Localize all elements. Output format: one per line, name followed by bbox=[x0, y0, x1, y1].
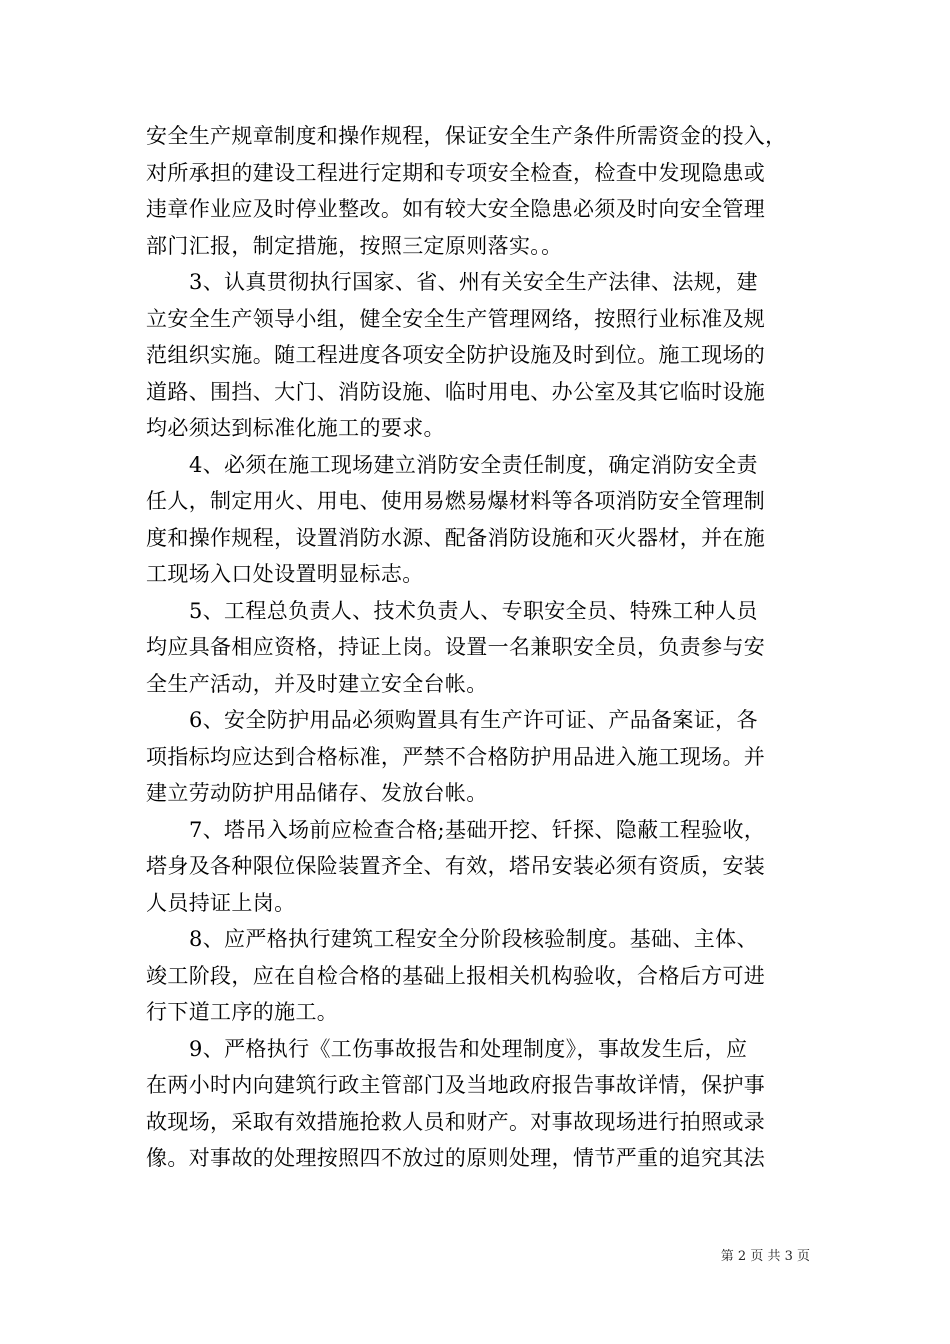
text-line: 部门汇报，制定措施，按照三定原则落实。。 bbox=[146, 233, 563, 258]
text-line: 建立劳动防护用品储存、发放台帐。 bbox=[146, 781, 488, 805]
text-line: 4、必须在施工现场建立消防安全责任制度，确定消防安全责 bbox=[189, 452, 758, 477]
text-line: 工现场入口处设置明显标志。 bbox=[146, 562, 424, 586]
text-line: 项指标均应达到合格标准，严禁不合格防护用品进入施工现场。并 bbox=[146, 744, 766, 769]
document-body bbox=[146, 118, 812, 1177]
text-line: 立安全生产领导小组，健全安全生产管理网络，按照行业标准及规 bbox=[146, 306, 766, 331]
text-line: 范组织实施。随工程进度各项安全防护设施及时到位。施工现场的 bbox=[146, 343, 766, 367]
text-line: 在两小时内向建筑行政主管部门及当地政府报告事故详情，保护事 bbox=[146, 1073, 766, 1097]
text-line: 5、工程总负责人、技术负责人、专职安全员、特殊工种人员 bbox=[189, 598, 758, 623]
text-line: 8、应严格执行建筑工程安全分阶段核验制度。基础、主体、 bbox=[189, 927, 758, 951]
text-line: 任人，制定用火、用电、使用易燃易爆材料等各项消防安全管理制 bbox=[146, 489, 766, 513]
text-line: 3、认真贯彻执行国家、省、州有关安全生产法律、法规，建 bbox=[189, 270, 758, 294]
text-line: 6、安全防护用品必须购置具有生产许可证、产品备案证，各 bbox=[189, 708, 758, 732]
text-line: 对所承担的建设工程进行定期和专项安全检查，检查中发现隐患或 bbox=[146, 160, 766, 185]
text-line: 度和操作规程，设置消防水源、配备消防设施和灭火器材，并在施 bbox=[146, 525, 766, 550]
text-line: 7、塔吊入场前应检查合格;基础开挖、钎探、隐蔽工程验收， bbox=[189, 817, 766, 842]
text-line: 9、严格执行《工伤事故报告和处理制度》，事故发生后，应 bbox=[189, 1036, 748, 1061]
text-line: 安全生产规章制度和操作规程，保证安全生产条件所需资金的投入， bbox=[146, 124, 787, 148]
text-line: 塔身及各种限位保险装置齐全、有效，塔吊安装必须有资质，安装 bbox=[146, 854, 766, 878]
text-line: 全生产活动，并及时建立安全台帐。 bbox=[146, 671, 488, 696]
page-number: 第 2 页 共 3 页 bbox=[720, 1249, 810, 1264]
text-line: 行下道工序的施工。 bbox=[146, 1000, 339, 1024]
text-line: 像。对事故的处理按照四不放过的原则处理，情节严重的追究其法 bbox=[146, 1146, 766, 1170]
text-line: 违章作业应及时停业整改。如有较大安全隐患必须及时向安全管理 bbox=[146, 197, 766, 221]
text-line: 均必须达到标准化施工的要求。 bbox=[146, 416, 445, 440]
text-line: 道路、围挡、大门、消防设施、临时用电、办公室及其它临时设施 bbox=[146, 379, 766, 404]
text-line: 均应具备相应资格，持证上岗。设置一名兼职安全员，负责参与安 bbox=[146, 635, 766, 659]
text-line: 人员持证上岗。 bbox=[146, 890, 296, 915]
text-line: 竣工阶段，应在自检合格的基础上报相关机构验收，合格后方可进 bbox=[146, 963, 766, 988]
text-line: 故现场，采取有效措施抢救人员和财产。对事故现场进行拍照或录 bbox=[146, 1109, 766, 1134]
